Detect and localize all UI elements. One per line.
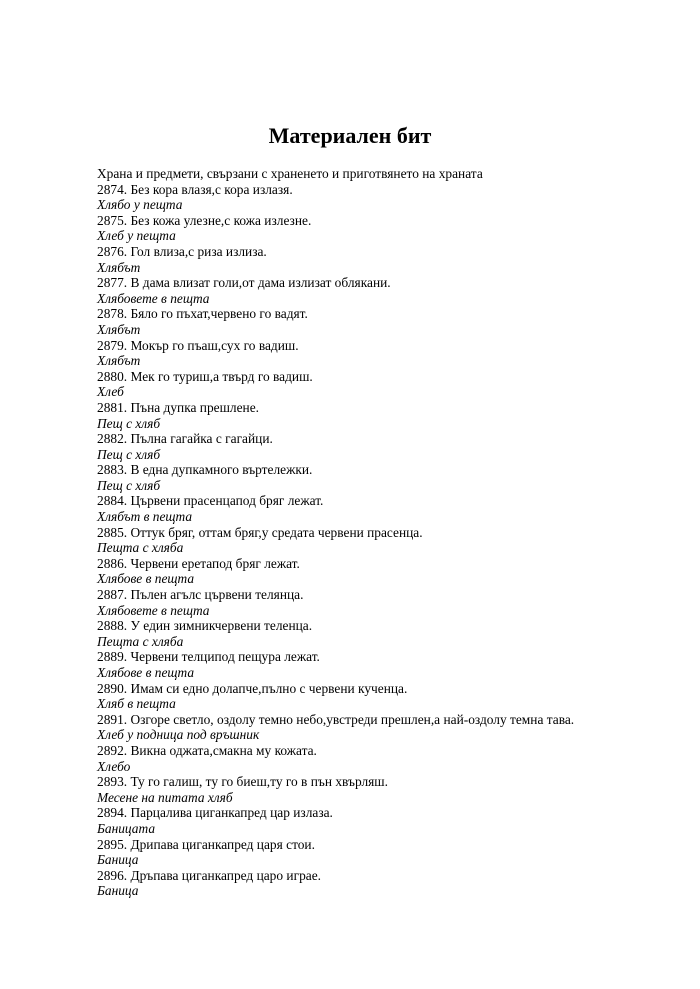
riddle-answer: Месене на питата хляб bbox=[97, 789, 233, 805]
riddle-answer: Баница bbox=[97, 883, 139, 899]
riddle-text: 2877. В дама влизат голи,от дама излизат облякани. bbox=[97, 275, 391, 291]
riddle-text: 2884. Цървени прасенцапод бряг лежат. bbox=[97, 493, 324, 509]
riddle-text: 2876. Гол влиза,с риза излиза. bbox=[97, 243, 267, 259]
riddle-answer: Хлябът bbox=[97, 353, 141, 369]
riddle-text: 2874. Без кора влазя,с кора излазя. bbox=[97, 181, 293, 197]
document-body bbox=[97, 166, 687, 899]
riddle-text: 2894. Парцалива циганкапред цар излаза. bbox=[97, 805, 333, 821]
riddle-answer: Хлябът bbox=[97, 321, 141, 337]
riddle-answer: Хлябове в пещта bbox=[97, 665, 195, 680]
riddle-text: 2892. Викна оджата,смакна му кожата. bbox=[97, 742, 317, 758]
riddle-text: 2891. Озгоре светло, оздолу темно небо,увстреди прешлен,а най-оздолу темна тава. bbox=[97, 711, 575, 727]
riddle-text: 2885. Оттук бряг, оттам бряг,у средата червени прасенца. bbox=[97, 524, 423, 540]
riddle-answer: Пещ с хляб bbox=[97, 477, 161, 493]
riddle-text: 2889. Червени телципод пещура лежат. bbox=[97, 649, 320, 665]
riddle-text: 2880. Мек го туриш,а твърд го вадиш. bbox=[97, 368, 313, 384]
riddle-text: 2888. У един зимникчервени теленца. bbox=[97, 618, 313, 634]
riddle-text: 2886. Червени еретапод бряг лежат. bbox=[97, 555, 300, 571]
riddle-answer: Пещ с хляб bbox=[97, 415, 161, 431]
riddle-answer: Хлябът bbox=[97, 259, 141, 275]
riddle-answer: Баницата bbox=[97, 820, 156, 836]
riddle-answer: Хлябът в пещта bbox=[97, 509, 193, 525]
riddle-text: 2881. Пъна дупка прешлене. bbox=[97, 399, 259, 415]
riddle-answer: Хлябове в пещта bbox=[97, 571, 195, 587]
riddle-answer: Пещта с хляба bbox=[97, 633, 184, 649]
riddle-list bbox=[97, 182, 687, 899]
riddle-text: 2895. Дрипава циганкапред царя стои. bbox=[97, 836, 315, 852]
riddle-answer: Баница bbox=[97, 852, 139, 868]
page-title: Материален бит bbox=[268, 123, 432, 148]
riddle-text: 2882. Пълна гагайка с гагайци. bbox=[97, 431, 273, 447]
riddle-answer: Хлеб bbox=[97, 384, 124, 400]
riddle-text: 2875. Без кожа улезне,с кожа излезне. bbox=[97, 212, 312, 228]
riddle-answer: Хлеб у пещта bbox=[97, 228, 176, 244]
riddle-answer: Хлябовете в пещта bbox=[97, 290, 210, 306]
intro-text: Храна и предмети, свързани с храненето и приготвянето на храната bbox=[97, 166, 483, 181]
riddle-text: 2887. Пълен агълс цървени телянца. bbox=[97, 587, 304, 603]
riddle-answer: Хлеб у подница под връшник bbox=[97, 727, 260, 743]
riddle-text: 2896. Дръпава циганкапред царо играе. bbox=[97, 867, 322, 883]
riddle-answer: Хлябовете в пещта bbox=[97, 602, 210, 618]
riddle-answer: Хляб в пещта bbox=[97, 696, 176, 712]
riddle-answer: Пещ с хляб bbox=[97, 446, 161, 462]
riddle-text: 2879. Мокър го пъаш,сух го вадиш. bbox=[97, 337, 299, 353]
riddle-answer: Хлябо у пещта bbox=[97, 197, 183, 213]
riddle-text: 2890. Имам си едно долапче,пълно с червени кученца. bbox=[97, 680, 408, 696]
riddle-answer: Пещта с хляба bbox=[97, 540, 184, 556]
riddle-text: 2883. В една дупкамного въртележки. bbox=[97, 462, 313, 478]
riddle-answer: Хлебо bbox=[97, 758, 131, 774]
riddle-text: 2893. Ту го галиш, ту го биеш,ту го в пън хвърляш. bbox=[97, 774, 388, 790]
riddle-text: 2878. Бяло го пъхат,червено го вадят. bbox=[97, 306, 308, 322]
